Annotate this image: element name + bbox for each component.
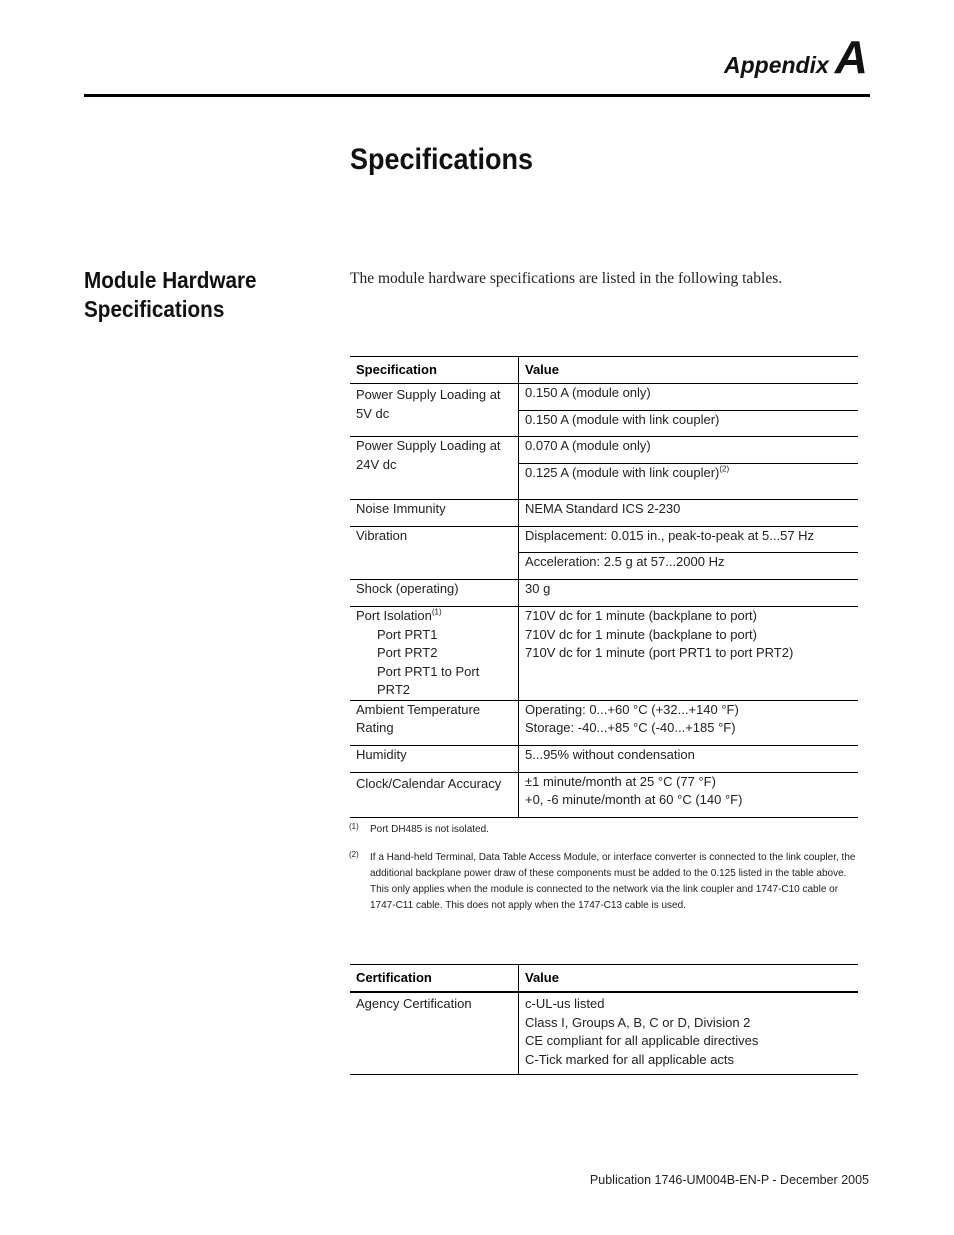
spec-value: 710V dc for 1 minute (backplane to port) 710V dc for 1 minute (backplane to port) 710V dc for 1 minute (port PRT1 to port PRT2) [525, 608, 794, 660]
column-header-value: Value [525, 969, 559, 985]
cert-value: c-UL-us listed Class I, Groups A, B, C or D, Division 2 CE compliant for all applicable directives C-Tick marked for all applicable acts [525, 996, 759, 1067]
spec-label: Shock (operating) [350, 580, 519, 607]
section-title-line2: Specifications [84, 296, 225, 322]
appendix-word: Appendix [723, 52, 829, 78]
table-row [350, 772, 858, 817]
spec-value: Operating: 0...+60 °C (+32...+140 °F) Storage: -40...+85 °C (-40...+185 °F) [525, 701, 739, 735]
spec-label: Vibration [350, 527, 519, 580]
footnote-mark: (2) [349, 850, 359, 859]
footnote-1 [349, 822, 859, 838]
column-header-value: Value [525, 361, 559, 377]
footnote-text: If a Hand-held Terminal, Data Table Access Module, or interface converter is connected to the link coupler, the additional backplane power draw of these components must be added to the 0.125 listed in the table above. This only applies when the module is connected to the network via the link coupler and 1747-C10 cable or 1747-C11 cable. This does not apply when the 1747-C13 cable is used. [370, 852, 856, 911]
page-title: Specifications [350, 143, 534, 176]
table-row [350, 700, 858, 745]
spec-value: ±1 minute/month at 25 °C (77 °F) +0, -6 minute/month at 60 °C (140 °F) [525, 773, 743, 807]
table-row [350, 607, 858, 701]
table-row [350, 580, 858, 607]
publication-footer: Publication 1746-UM004B-EN-P - December 2005 [589, 1173, 869, 1187]
header-rule [84, 94, 870, 97]
spec-label: Noise Immunity [350, 500, 519, 527]
spec-label: Power Supply Loading at 24V dc [350, 437, 519, 500]
column-header-specification: Specification [350, 357, 519, 384]
appendix-letter: A [834, 31, 868, 83]
footnote-ref: (2) [719, 464, 730, 474]
footnotes [349, 822, 859, 926]
cert-label: Agency Certification [350, 992, 519, 1074]
appendix-header [724, 30, 868, 84]
spec-label: Port Isolation$^{(1)}$ Port PRT1 Port PRT2 Port PRT1 to Port PRT2 [350, 607, 519, 701]
section-title [84, 266, 257, 324]
spec-value: 0.070 A (module only) [525, 438, 651, 453]
spec-value: 30 g [525, 581, 551, 596]
certification-table [350, 964, 858, 1075]
spec-label: Power Supply Loading at 5V dc [350, 384, 519, 437]
spec-value: 0.125 A (module with link coupler)$^{(2)}$ [525, 464, 730, 480]
footnote-2 [349, 850, 859, 914]
intro-text: The module hardware specifications are listed in the following tables. [350, 270, 783, 287]
spec-label: Ambient Temperature Rating [350, 700, 519, 745]
table-row [350, 992, 858, 1074]
table-header-row [350, 357, 858, 384]
spec-value: Acceleration: 2.5 g at 57...2000 Hz [525, 554, 725, 569]
spec-value: 0.150 A (module only) [525, 385, 651, 400]
hardware-spec-table [350, 356, 858, 818]
spec-value: NEMA Standard ICS 2-230 [525, 501, 681, 516]
spec-value: 0.150 A (module with link coupler) [525, 412, 720, 427]
table-header-row [350, 965, 858, 993]
table-row [350, 745, 858, 772]
spec-value: 5...95% without condensation [525, 746, 695, 762]
table-row [350, 437, 858, 464]
spec-value: Displacement: 0.015 in., peak-to-peak at 5...57 Hz [525, 528, 815, 543]
footnote-ref: (1) [431, 607, 442, 617]
section-title-line1: Module Hardware [84, 267, 257, 293]
table-row [350, 384, 858, 411]
column-header-certification: Certification [350, 965, 519, 993]
table-row [350, 500, 858, 527]
table-row [350, 527, 858, 553]
footnote-text: Port DH485 is not isolated. [370, 824, 489, 835]
footnote-mark: (1) [349, 822, 359, 831]
spec-label: Clock/Calendar Accuracy [350, 772, 519, 817]
spec-label: Humidity [350, 745, 519, 772]
